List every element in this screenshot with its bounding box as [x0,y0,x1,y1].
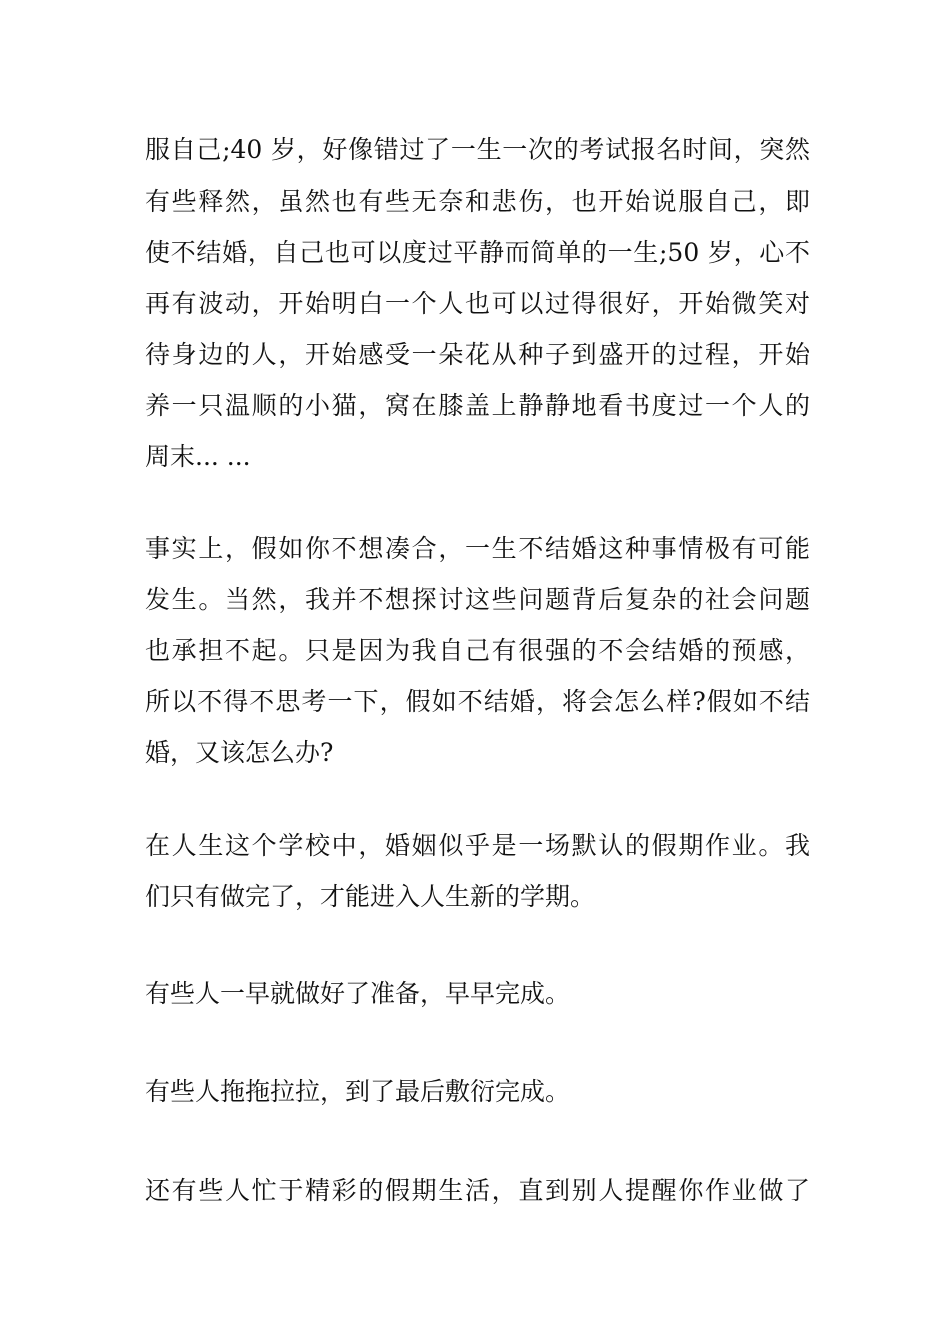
paragraph-1-line-2: 有些释然，虽然也有些无奈和悲伤，也开始说服自己，即 [145,187,810,216]
paragraph-2-line-2: 发生。当然，我并不想探讨这些问题背后复杂的社会问题 [145,585,810,614]
paragraph-1-line-3: 使不结婚，自己也可以度过平静而简单的一生;50 岁，心不 [145,238,810,267]
paragraph-1-line-6: 养一只温顺的小猫，窝在膝盖上静静地看书度过一个人的 [145,391,810,420]
paragraph-6-line-1: 还有些人忙于精彩的假期生活，直到别人提醒你作业做了 [145,1176,810,1205]
paragraph-2-line-1: 事实上，假如你不想凑合，一生不结婚这种事情极有可能 [145,534,810,563]
paragraph-5-line-1: 有些人拖拖拉拉，到了最后敷衍完成。 [145,1077,571,1106]
paragraph-2-line-3: 也承担不起。只是因为我自己有很强的不会结婚的预感， [145,636,810,665]
paragraph-1-line-1: 服自己;40 岁，好像错过了一生一次的考试报名时间，突然 [145,135,810,164]
paragraph-1-line-7: 周末... ... [145,442,251,471]
paragraph-2-line-5: 婚，又该怎么办? [145,738,334,767]
paragraph-3-line-2: 们只有做完了，才能进入人生新的学期。 [145,882,596,911]
paragraph-4-line-1: 有些人一早就做好了准备，早早完成。 [145,979,571,1008]
paragraph-1-line-4: 再有波动，开始明白一个人也可以过得很好，开始微笑对 [145,289,810,318]
paragraph-3-line-1: 在人生这个学校中，婚姻似乎是一场默认的假期作业。我 [145,831,810,860]
paragraph-1-line-5: 待身边的人，开始感受一朵花从种子到盛开的过程，开始 [145,340,810,369]
paragraph-2-line-4: 所以不得不思考一下，假如不结婚，将会怎么样?假如不结 [145,687,810,716]
